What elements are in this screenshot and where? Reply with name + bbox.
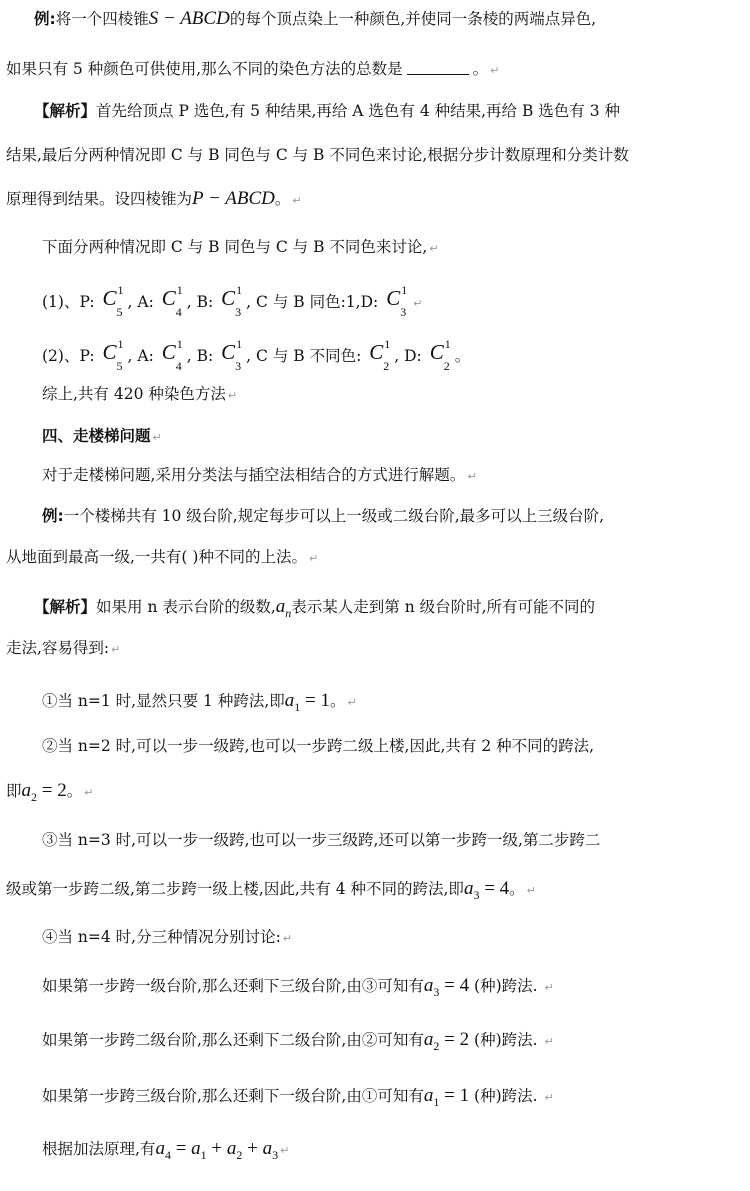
comb-c5-1: C 1 5: [102, 337, 124, 373]
paragraph-mark-icon: ↵: [544, 1035, 554, 1048]
case-n2-line-2: 即$a_2 = 2$。 ↵: [6, 780, 94, 804]
paragraph-mark-icon: ↵: [526, 884, 536, 897]
solution-1-line-1: 【解析】首先给顶点 P 选色,有 5 种结果,再给 A 选色有 4 种结果,再给 B 选色有 3 种: [34, 102, 621, 120]
example-2-line-1: 例:一个楼梯共有 10 级台阶,规定每步可以上一级或二级台阶,最多可以上三级台阶,: [42, 507, 605, 525]
eq-a1: $a_1 = 1$: [284, 690, 330, 714]
n4-subcase-1: 如果第一步跨一级台阶,那么还剩下三级台阶,由③可知有$a_3 = 4$ (种)跨法. ↵: [42, 975, 554, 999]
comb-c2-1: C 1 2: [369, 337, 391, 373]
comb-c3-1: C 1 3: [386, 283, 408, 319]
eq-a2-value: $a_2 = 2$: [423, 1029, 470, 1053]
paragraph-mark-icon: ↵: [111, 643, 121, 656]
example-label: 例:: [42, 507, 64, 525]
case-n3-line-2: 级或第一步跨二级,第二步跨一级上楼,因此,共有 4 种不同的跨法,即$a_3 = 4$。 ↵: [6, 878, 536, 902]
paragraph-mark-icon: ↵: [292, 194, 302, 207]
paragraph-mark-icon: ↵: [413, 297, 423, 310]
case-n4: ④当 n=4 时,分三种情况分别讨论: ↵: [42, 928, 293, 946]
summary-line: 综上,共有 420 种染色方法 ↵: [42, 385, 238, 403]
comb-c4-1: C 1 4: [161, 283, 183, 319]
comb-c3-1: C 1 3: [221, 337, 243, 373]
pyramid-s-abcd: S − ABCD: [148, 8, 230, 29]
paragraph-mark-icon: ↵: [544, 981, 554, 994]
paragraph-mark-icon: ↵: [490, 64, 500, 77]
comb-c5-1: C 1 5: [102, 283, 124, 319]
case-n3-line-1: ③当 n=3 时,可以一步一级跨,也可以一步三级跨,还可以第一步跨一级,第二步跨二: [42, 831, 601, 849]
paragraph-mark-icon: ↵: [84, 786, 94, 799]
solution-label: 【解析】: [34, 102, 97, 120]
comb-c3-1: C 1 3: [221, 283, 243, 319]
solution-2-line-1: 【解析】如果用 n 表示台阶的级数$,a_n$表示某人走到第 n 级台阶时,所有可能不同的: [34, 596, 596, 620]
example-label: 例:: [34, 10, 56, 28]
paragraph-mark-icon: ↵: [280, 1144, 290, 1157]
eq-a3: $a_3 = 4$: [463, 878, 510, 902]
sum-equation: $a_4 = a_1 + a_2 + a_3$: [155, 1138, 279, 1162]
eq-a1-value: $a_1 = 1$: [423, 1085, 470, 1109]
example-1-line-2: 如果只有 5 种颜色可供使用,那么不同的染色方法的总数是 。 ↵: [6, 60, 500, 78]
example-2-line-2: 从地面到最高一级,一共有( )种不同的上法。 ↵: [6, 548, 319, 566]
case-1-line: (1)、P: C 1 5 , A: C 1 4 , B: C 1 3 , C 与 B 同色:1,D: C 1 3 ↵: [42, 283, 423, 319]
eq-a3-value: $a_3 = 4$: [423, 975, 470, 999]
solution-1-line-3: 原理得到结果。设四棱锥为P − ABCD。 ↵: [6, 188, 302, 209]
comb-c4-1: C 1 4: [161, 337, 183, 373]
section-title: 四、走楼梯问题: [42, 427, 151, 445]
n4-subcase-3: 如果第一步跨三级台阶,那么还剩下一级台阶,由①可知有$a_1 = 1$ (种)跨法. ↵: [42, 1085, 554, 1109]
paragraph-mark-icon: ↵: [429, 242, 439, 255]
example-1-line-1: 例:将一个四棱锥S − ABCD的每个顶点染上一种颜色,并使同一条棱的两端点异色,: [34, 8, 597, 29]
two-cases-intro: 下面分两种情况即 C 与 B 同色与 C 与 B 不同色来讨论, ↵: [42, 238, 439, 256]
answer-blank: [407, 60, 469, 75]
case-2-line: (2)、P: C 1 5 , A: C 1 4 , B: C 1 3 , C 与 B 不同色: C 1 2 , D: C 1 2 。: [42, 337, 471, 373]
addition-principle: 根据加法原理,有$a_4 = a_1 + a_2 + a_3$ ↵: [42, 1138, 290, 1162]
paragraph-mark-icon: ↵: [347, 696, 357, 709]
paragraph-mark-icon: ↵: [282, 932, 293, 945]
case-n2-line-1: ②当 n=2 时,可以一步一级跨,也可以一步跨二级上楼,因此,共有 2 种不同的跨法,: [42, 737, 595, 755]
paragraph-mark-icon: ↵: [308, 552, 319, 565]
solution-label: 【解析】: [34, 598, 97, 616]
comb-c2-1: C 1 2: [429, 337, 451, 373]
pyramid-p-abcd: P − ABCD: [192, 188, 275, 209]
solution-2-line-2: 走法,容易得到: ↵: [6, 639, 121, 657]
paragraph-mark-icon: ↵: [544, 1091, 554, 1104]
a-n-symbol: $a_n$: [275, 596, 292, 620]
case-n1: ①当 n=1 时,显然只要 1 种跨法,即$a_1 = 1$。 ↵: [42, 690, 357, 714]
eq-a2: $a_2 = 2$: [21, 780, 67, 804]
section-heading: [42, 425, 750, 449]
paragraph-mark-icon: ↵: [467, 470, 477, 483]
paragraph-mark-icon: ↵: [227, 389, 238, 402]
paragraph-mark-icon: ↵: [152, 431, 162, 444]
n4-subcase-2: 如果第一步跨二级台阶,那么还剩下二级台阶,由②可知有$a_2 = 2$ (种)跨法. ↵: [42, 1029, 554, 1053]
method-intro: 对于走楼梯问题,采用分类法与插空法相结合的方式进行解题。 ↵: [42, 466, 477, 484]
solution-1-line-2: 结果,最后分两种情况即 C 与 B 同色与 C 与 B 不同色来讨论,根据分步计数原理和分类计数: [6, 146, 629, 164]
